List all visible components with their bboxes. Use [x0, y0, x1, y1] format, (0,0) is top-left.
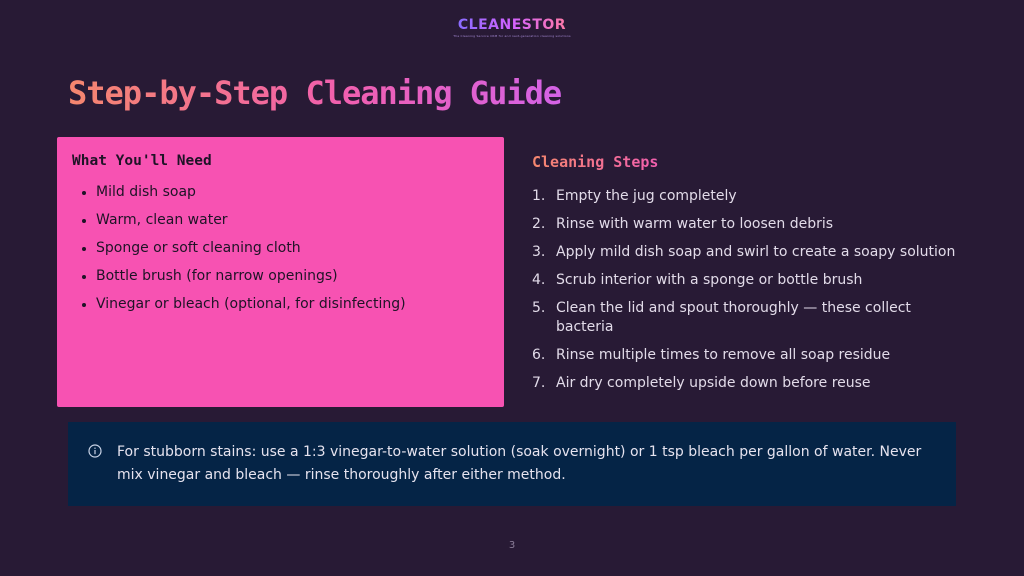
list-item: • Bottle brush (for narrow openings)	[96, 267, 489, 286]
step-number: 6.	[532, 347, 546, 363]
list-item: • Vinegar or bleach (optional, for disinfecting)	[96, 295, 489, 314]
step-item	[532, 215, 962, 234]
steps-section	[532, 152, 962, 402]
step-text: Empty the jug completely	[556, 188, 737, 204]
step-text: Rinse multiple times to remove all soap residue	[556, 347, 891, 363]
step-item	[532, 187, 962, 206]
step-number: 1.	[532, 188, 546, 204]
step-number: 5.	[532, 300, 546, 316]
steps-list	[532, 187, 962, 393]
page-title	[68, 74, 561, 112]
step-text: Clean the lid and spout thoroughly — these collect bacteria	[556, 300, 911, 335]
brand-tagline: The Cleaning Service CRM for and next-generation cleaning solutions	[453, 34, 571, 38]
step-item	[532, 374, 962, 393]
step-item	[532, 346, 962, 365]
needs-card	[57, 137, 504, 407]
brand-name: CLEANESTOR	[457, 17, 567, 33]
step-item	[532, 299, 962, 337]
step-item	[532, 271, 962, 290]
list-item: • Sponge or soft cleaning cloth	[96, 239, 489, 258]
step-text: Air dry completely upside down before reuse	[556, 375, 871, 391]
step-number: 2.	[532, 216, 546, 232]
step-text: Scrub interior with a sponge or bottle brush	[556, 272, 863, 288]
info-icon	[88, 444, 102, 458]
page-number: 3	[508, 540, 516, 551]
title-part-1: Step-by-Step	[68, 74, 288, 112]
brand-logo	[0, 14, 1024, 38]
step-text: Apply mild dish soap and swirl to create a soapy solution	[556, 244, 956, 260]
list-item: • Mild dish soap	[96, 183, 489, 202]
step-number: 7.	[532, 375, 546, 391]
needs-list	[72, 183, 489, 314]
tip-callout	[68, 422, 956, 506]
step-text: Rinse with warm water to loosen debris	[556, 216, 834, 232]
step-item	[532, 243, 962, 262]
step-number: 3.	[532, 244, 546, 260]
title-part-2: Cleaning Guide	[305, 74, 562, 112]
step-number: 4.	[532, 272, 546, 288]
needs-heading: What You'll Need	[72, 153, 212, 169]
steps-heading: Cleaning Steps	[532, 153, 659, 171]
tip-text: For stubborn stains: use a 1:3 vinegar-to-water solution (soak overnight) or 1 tsp bleach per gallon of water. Never mix vinegar and bleach — rinse thoroughly after either method.	[117, 444, 922, 483]
list-item: • Warm, clean water	[96, 211, 489, 230]
